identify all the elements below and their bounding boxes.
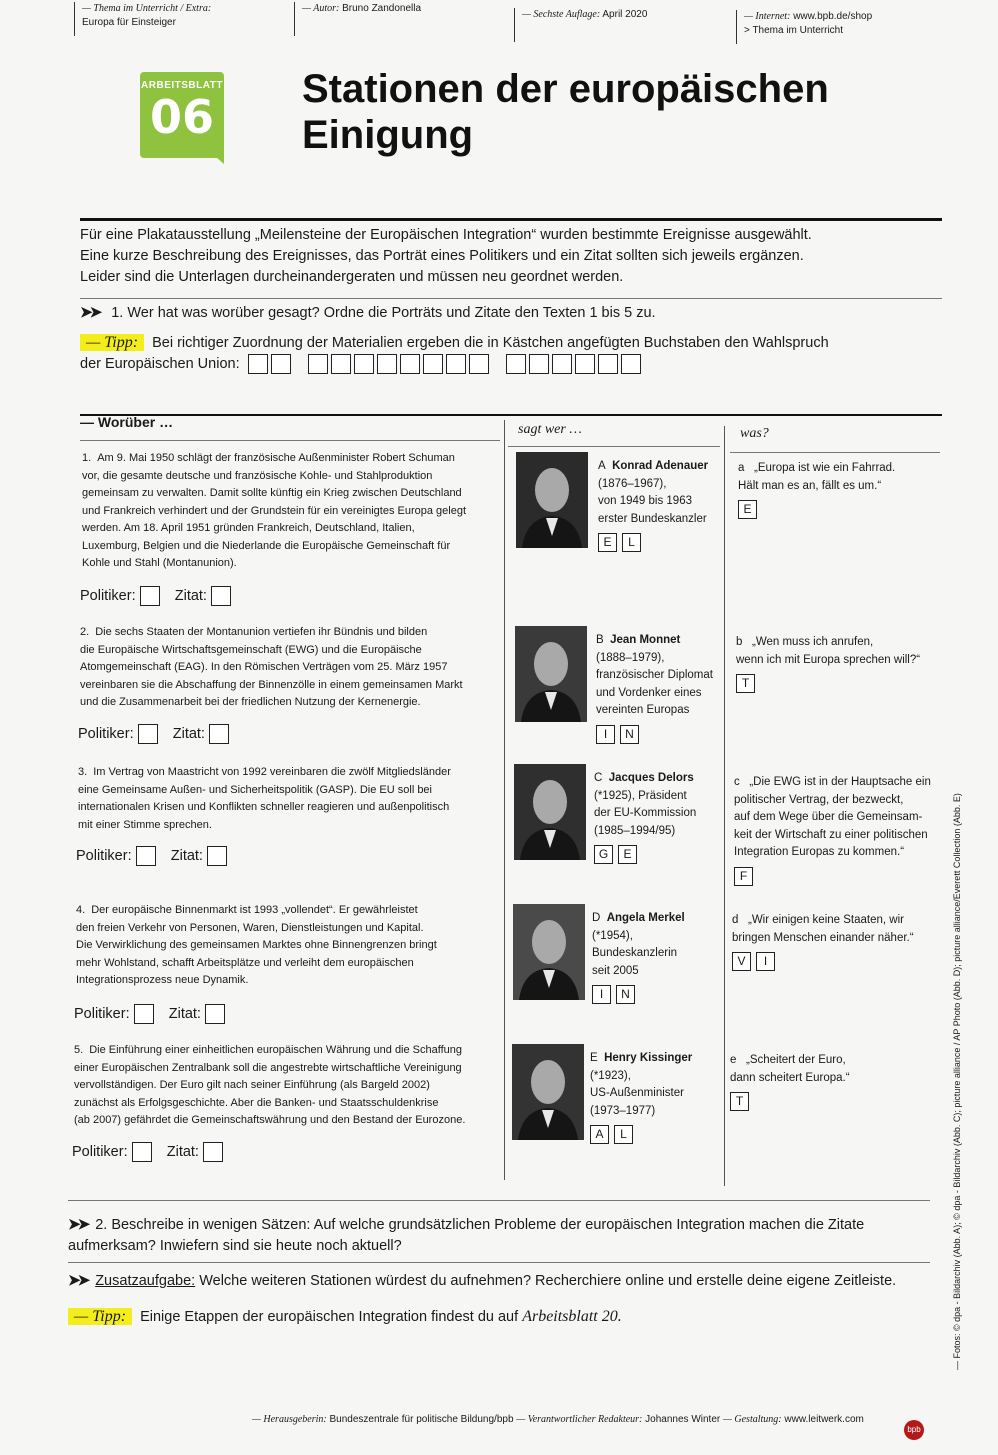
quote-a: a „Europa ist wie ein Fahrrad. Hält man es an, fällt es um.“ E [738,460,943,520]
motto-letter-box[interactable] [469,354,489,374]
politiker-answer-box[interactable] [136,846,156,866]
motto-letter-box[interactable] [575,354,595,374]
intro-top-rule [80,218,942,221]
politiker-answer-box[interactable] [138,724,158,744]
politiker-answer-box[interactable] [134,1004,154,1024]
header-internet: — Internet: www.bpb.de/shop > Thema im Unterricht [744,10,872,38]
portrait-e [512,1044,584,1140]
motto-letter-box[interactable] [506,354,526,374]
badge-number: 06 [149,90,214,144]
task-extra: ➤➤ Zusatzaufgabe: Welche weiteren Stationen würdest du aufnehmen? Recherchiere online und erstelle deine eigene Zeitleiste. [68,1272,897,1289]
politiker-answer-box[interactable] [140,586,160,606]
motto-letter-box[interactable] [529,354,549,374]
header-edition: — Sechste Auflage: April 2020 [522,8,647,22]
column-header-who: sagt wer … [518,422,582,437]
tip-1: — Tipp: Bei richtiger Zuordnung der Materialien ergeben die in Kästchen angefügten Buchstaben den Wahlspruch [80,332,940,354]
code-letter-box: I [592,985,611,1004]
code-letter-box: T [730,1092,749,1111]
motto-letter-box[interactable] [552,354,572,374]
footer: — Herausgeberin: Bundeszentrale für politische Bildung/bpb — Verantwortlicher Redakteur: Johannes Winter — Gestaltung: www.leitwerk.com [252,1414,864,1425]
header-series: — Thema im Unterricht / Extra: Europa für Einsteiger [82,2,211,30]
task2-top-rule [68,1200,930,1201]
motto-letter-box[interactable] [598,354,618,374]
task-1: ➤➤ 1. Wer hat was worüber gesagt? Ordne die Porträts und Zitate den Texten 1 bis 5 zu. [80,304,656,321]
motto-word-1 [248,356,294,372]
motto-word-2 [308,356,492,372]
motto-letter-box[interactable] [354,354,374,374]
motto-letter-box[interactable] [446,354,466,374]
intro-text: Für eine Plakatausstellung „Meilensteine der Europäischen Integration“ wurden bestimmte Ereignisse ausgewählt. Eine kurze Beschreibung des Ereignisses, das Porträt eines Politikers und ein Zitat sollten sich jeweils ergänzen. Leider sind die Unterlagen durcheinandergeraten und müssen neu geordnet werden. [80,227,812,285]
code-letter-box: F [734,867,753,886]
zitat-answer-box[interactable] [209,724,229,744]
quote-c: c „Die EWG ist in der Hauptsache ein politischer Vertrag, der bezweckt, auf dem Wege über die Gemeinsam- keit der Wirtschaft zu einer politischen Integration Europas zu kommen.“ F [734,774,939,886]
answer-row-4: Politiker: Zitat: [74,1004,228,1024]
motto-word-3 [506,356,644,372]
zitat-answer-box[interactable] [203,1142,223,1162]
person-e: E Henry Kissinger (*1923), US-Außenminister (1973–1977) A L [590,1050,718,1145]
internet-link[interactable]: www.bpb.de/shop [793,11,873,22]
motto-boxes [244,356,644,372]
badge-tail [208,150,224,164]
edition-date: April 2020 [602,9,648,20]
event-text-3: 3. Im Vertrag von Maastricht von 1992 vereinbaren die zwölf Mitgliedsländer eine Gemeinsame Außen- und Sicherheitspolitik (GASP). Die EU soll bei internationalen Krisen und Konflikten schneller reagieren und außenpolitisch mit einer Stimme sprechen. [78,766,451,831]
page-title: Stationen der europäischen Einigung [302,67,829,157]
person-a: A Konrad Adenauer (1876–1967), von 1949 bis 1963 erster Bundeskanzler E L [598,458,726,553]
motto-letter-box[interactable] [331,354,351,374]
motto-letter-box[interactable] [377,354,397,374]
person-d: D Angela Merkel (*1954), Bundeskanzlerin seit 2005 I N [592,910,720,1005]
motto-letter-box[interactable] [308,354,328,374]
motto-row: der Europäischen Union: [80,354,644,375]
person-name: Angela Merkel [606,912,685,924]
portrait-a [516,452,588,548]
answer-row-5: Politiker: Zitat: [72,1142,226,1162]
motto-letter-box[interactable] [621,354,641,374]
person-name: Konrad Adenauer [612,460,709,472]
task-2: ➤➤ 2. Beschreibe in wenigen Sätzen: Auf welche grundsätzlichen Probleme der europäischen Integration machen die Zitate aufmerksam? Inwiefern sind sie heute noch aktuell? [68,1216,865,1254]
motto-letter-box[interactable] [400,354,420,374]
worksheet-badge [140,72,224,158]
code-letter-box: E [618,845,637,864]
col3-rule [730,452,940,453]
author-name: Bruno Zandonella [342,3,422,14]
zitat-answer-box[interactable] [207,846,227,866]
badge-label: ARBEITSBLATT [141,80,223,91]
person-b: B Jean Monnet (1888–1979), französischer Diplomat und Vordenker eines vereinten Europas I N [596,632,724,744]
table-top-rule [80,414,942,416]
motto-letter-box[interactable] [423,354,443,374]
code-letter-box: N [616,985,635,1004]
page-badge: bpb [904,1420,924,1440]
quote-d: d „Wir einigen keine Staaten, wir bringen Menschen einander näher.“ V I [732,912,937,972]
code-letter-box: I [596,725,615,744]
portrait-c [514,764,586,860]
code-letter-box: A [590,1125,609,1144]
col1-rule [80,440,500,441]
zitat-answer-box[interactable] [205,1004,225,1024]
code-letter-box: L [622,533,641,552]
code-letter-box: E [738,500,757,519]
event-text-4: 4. Der europäische Binnenmarkt ist 1993 „vollendet“. Er gewährleistet den freien Verkehr von Personen, Waren, Dienstleistungen und Kapital. Die Verwirklichung des gemeinsamen Marktes ohne Binnengrenzen bringt mehr Wohlstand, schafft Arbeitsplätze und verleiht dem europäischen Integrationsprozess neue Dynamik. [76,904,437,986]
event-text-5: 5. Die Einführung einer einheitlichen europäischen Währung und die Schaffung einer Europäischen Zentralbank soll die angestrebte wirtschaftliche Vereinigung vervollständigen. Der Euro gilt nach seiner Einführung (als Bargeld 2002) zunächst als Erfolgsgeschichte. Aber die Banken- und Staatsschuldenkrise (ab 2007) gefährdet die Gemeinschaftswährung und den Bestand der Eurozone. [74,1044,466,1126]
series-title: Europa für Einsteiger [82,17,176,28]
portrait-d [513,904,585,1000]
event-text-2: 2. Die sechs Staaten der Montanunion vertiefen ihr Bündnis und bilden die Europäische Wirtschaftsgemeinschaft (EWG) und die Europäische Atomgemeinschaft (EAG). In den Römischen Verträgen vom 25. März 1957 vereinbaren sie die Abschaffung der Binnenzölle in einem gemeinsamen Markt und die Zusammenarbeit bei der friedlichen Nutzung der Kernenergie. [80,626,463,708]
double-arrow-icon: ➤➤ [68,1216,88,1233]
column-divider-1 [504,420,505,1180]
politiker-answer-box[interactable] [132,1142,152,1162]
code-letter-box: T [736,674,755,693]
tip-label: — Tipp: [80,334,144,351]
column-header-about: — Worüber … [80,414,174,430]
quote-e: e „Scheitert der Euro, dann scheitert Europa.“ T [730,1052,935,1112]
column-header-what: was? [740,426,769,441]
answer-row-3: Politiker: Zitat: [76,846,230,866]
code-letter-box: G [594,845,613,864]
code-letter-box: V [732,952,751,971]
event-text-1: 1. Am 9. Mai 1950 schlägt der französische Außenminister Robert Schuman vor, die gesamte deutsche und französische Kohle- und Stahlproduktion gemeinsam zu verwalten. Damit sollte künftig ein Krieg zwischen Deutschland und Frankreich verhindert und der Grundstein für ein vereinigtes Europa gelegt werden. Am 18. April 1951 gründen Frankreich, Deutschland, Italien, Luxemburg, Belgien und die Niederlande die Europäische Gemeinschaft für Kohle und Stahl (Montanunion). [82,452,467,569]
person-c: C Jacques Delors (*1925), Präsident der EU-Kommission (1985–1994/95) G E [594,770,722,865]
extra-label: Zusatzaufgabe: [95,1273,196,1289]
zitat-answer-box[interactable] [211,586,231,606]
person-name: Jacques Delors [608,772,694,784]
double-arrow-icon: ➤➤ [68,1272,88,1289]
col2-rule [508,446,720,447]
series-label: Thema im Unterricht / Extra: [93,3,212,14]
intro-bottom-rule [80,298,942,299]
person-name: Henry Kissinger [604,1052,693,1064]
double-arrow-icon: ➤➤ [80,304,100,321]
task-extra-rule [68,1262,930,1263]
tip-2: — Tipp: Einige Etappen der europäischen Integration findest du auf Arbeitsblatt 20. [68,1306,622,1328]
quote-b: b „Wen muss ich anrufen, wenn ich mit Europa sprechen will?“ T [736,634,941,694]
code-letter-box: N [620,725,639,744]
motto-letter-box[interactable] [271,354,291,374]
code-letter-box: L [614,1125,633,1144]
photo-credits: — Fotos: © dpa - Bildarchiv (Abb. A); © dpa - Bildarchiv (Abb. C); picture alliance / AP Photo (Abb. D); picture alliance/Everett Collection (Abb. E) [952,793,962,1370]
code-letter-box: I [756,952,775,971]
answer-row-1: Politiker: Zitat: [80,586,234,606]
header-author: — Autor: Bruno Zandonella [302,2,421,16]
answer-row-2: Politiker: Zitat: [78,724,232,744]
worksheet-ref[interactable]: Arbeitsblatt 20. [522,1308,622,1325]
person-name: Jean Monnet [610,634,681,646]
internet-sub: > Thema im Unterricht [744,25,844,36]
code-letter-box: E [598,533,617,552]
motto-letter-box[interactable] [248,354,268,374]
portrait-b [515,626,587,722]
